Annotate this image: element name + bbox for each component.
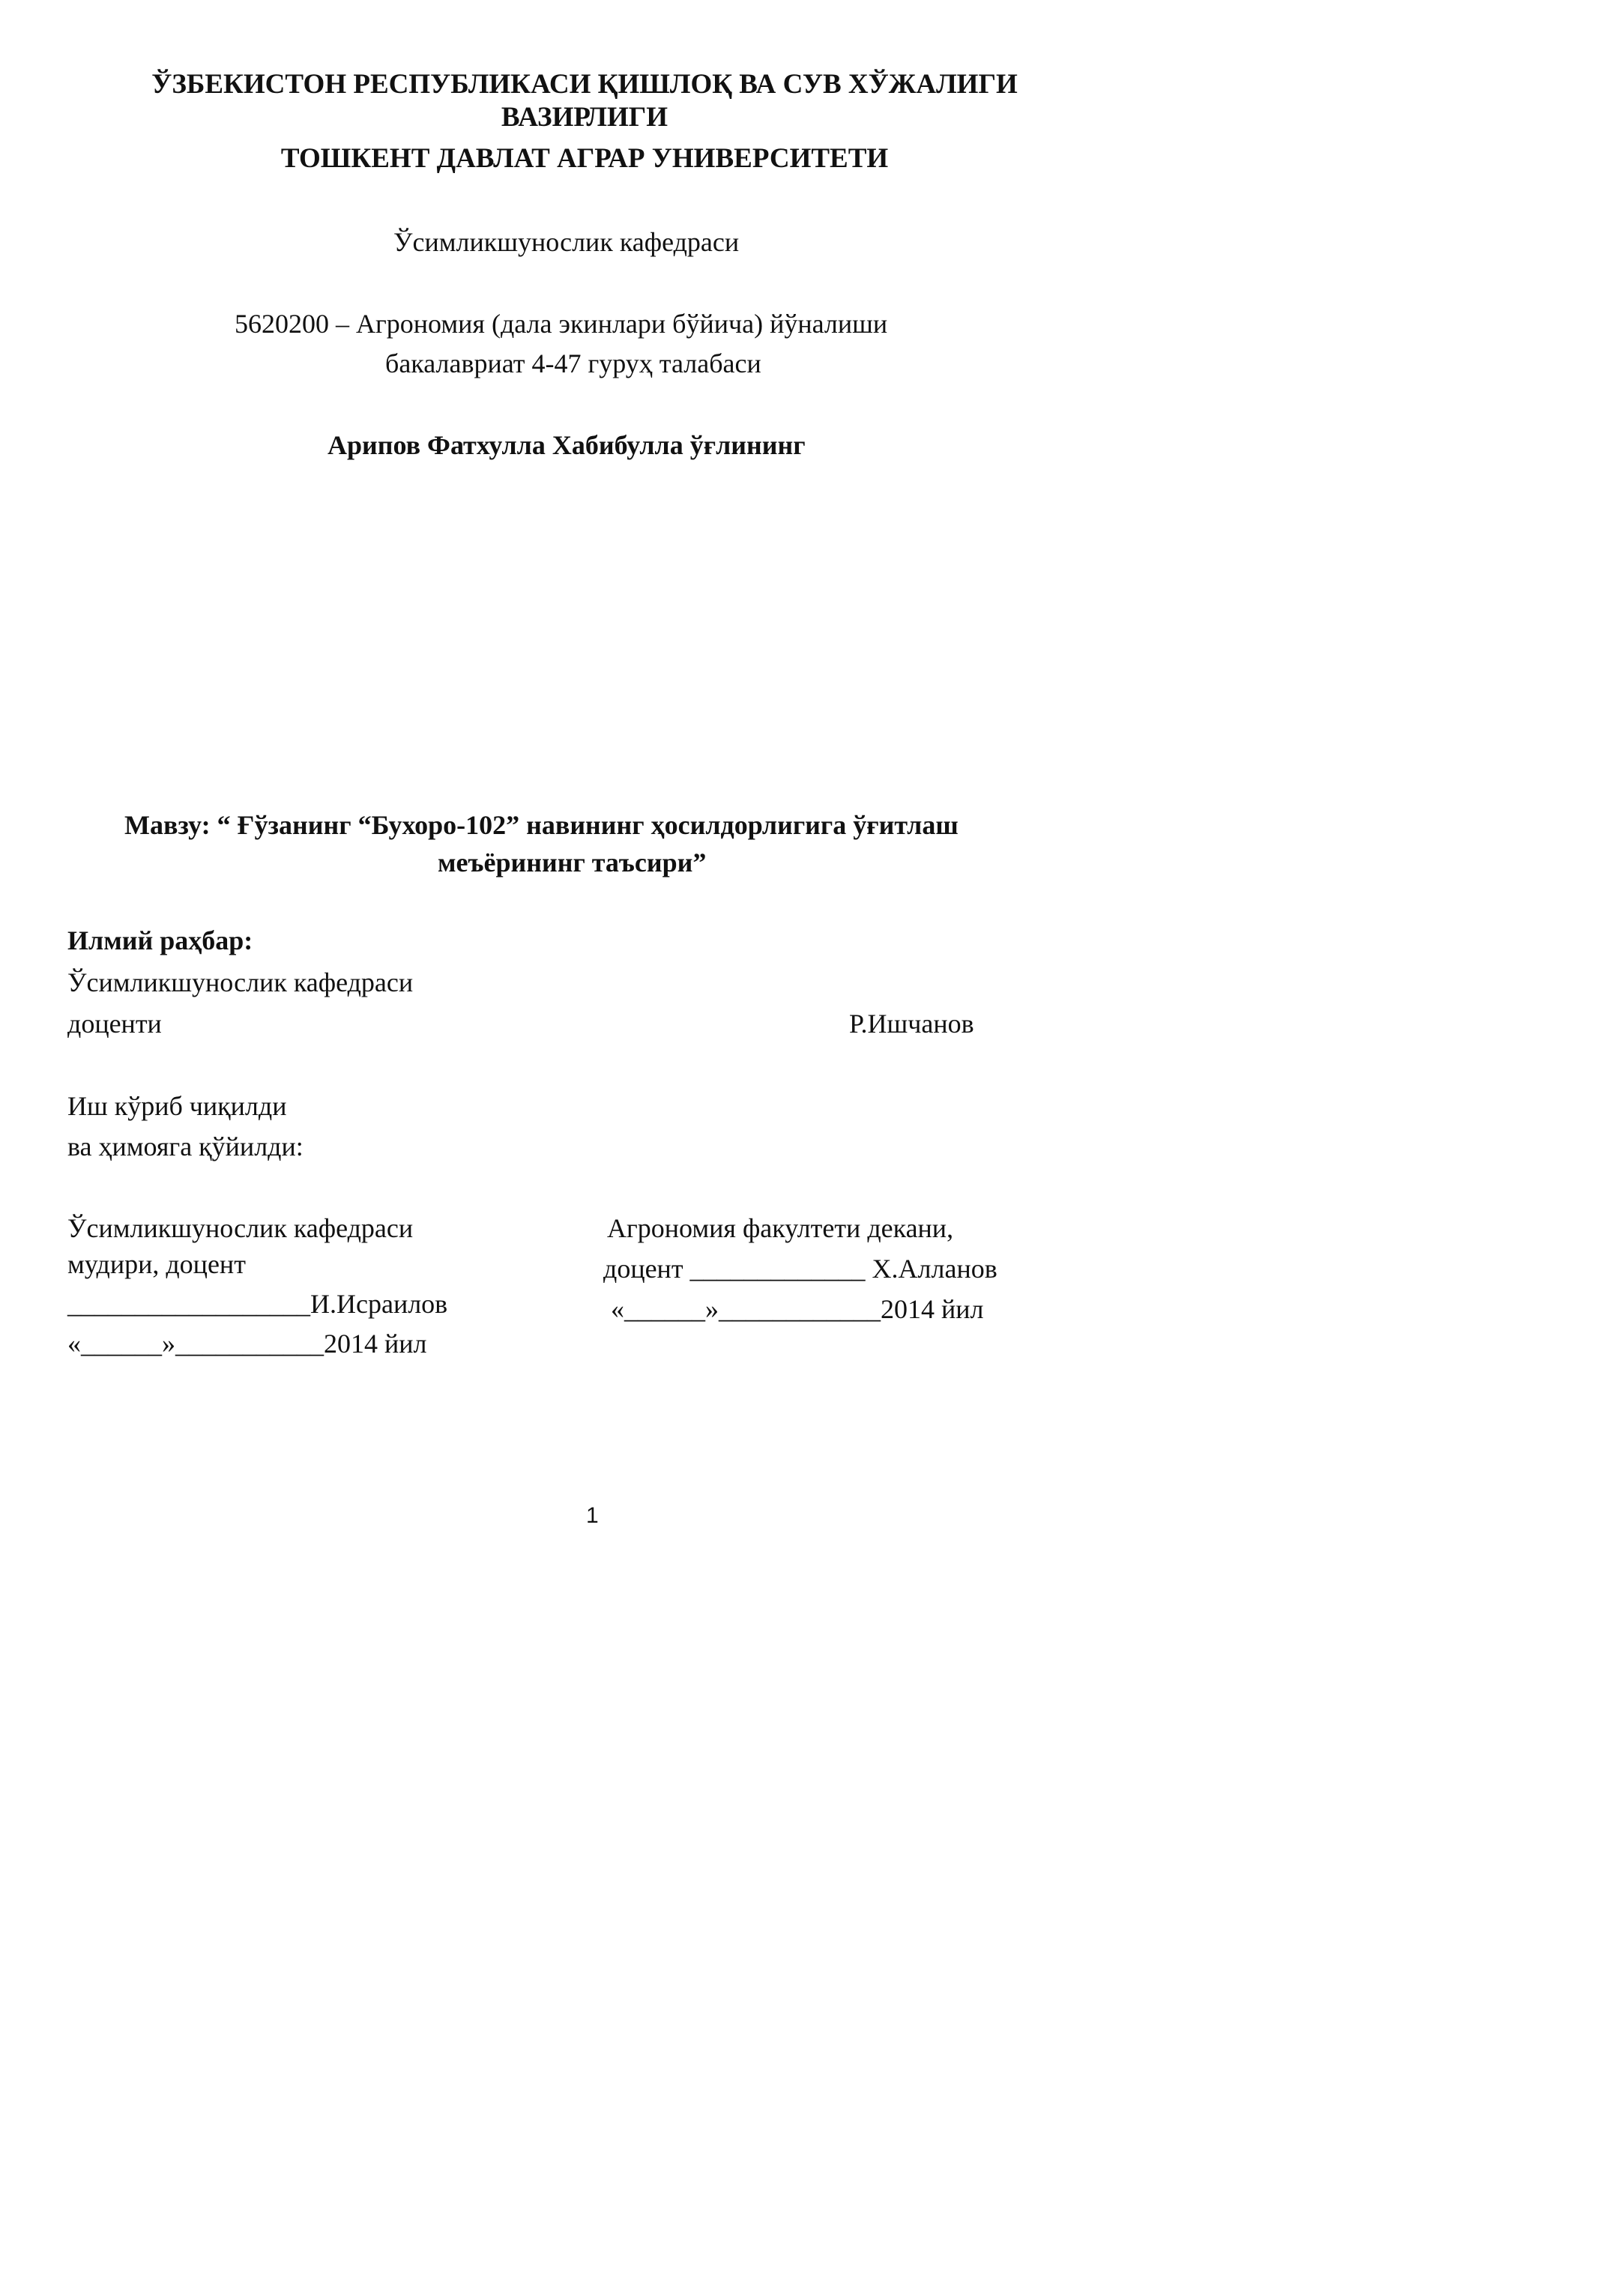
supervisor-position: доценти xyxy=(67,1009,162,1039)
head-of-department-line2: мудири, доцент xyxy=(67,1249,246,1279)
supervisor-name: Р.Ишчанов xyxy=(849,1009,974,1039)
dean-signature: доцент _____________ Х.Алланов xyxy=(603,1254,997,1284)
student-name: Арипов Фатхулла Хабибулла ўғлининг xyxy=(327,430,806,460)
group-line: бакалавриат 4-47 гуруҳ талабаси xyxy=(385,348,761,378)
head-of-department-line1: Ўсимликшунослик кафедраси xyxy=(67,1213,414,1243)
program-line: 5620200 – Агрономия (дала экинлари бўйича) йўналиши xyxy=(235,309,888,339)
department-line: Ўсимликшунослик кафедраси xyxy=(393,227,740,257)
review-line2: ва ҳимояга қўйилди: xyxy=(67,1132,304,1161)
dean-date: «______»____________2014 йил xyxy=(611,1294,984,1324)
supervisor-heading: Илмий раҳбар: xyxy=(67,925,253,955)
head-of-department-date: «______»___________2014 йил xyxy=(67,1329,427,1359)
review-line1: Иш кўриб чиқилди xyxy=(67,1091,287,1121)
dean-line1: Агрономия факултети декани, xyxy=(607,1213,954,1243)
ministry-title-line2: ВАЗИРЛИГИ xyxy=(501,102,668,133)
page-number: 1 xyxy=(586,1503,599,1528)
topic-line1: Мавзу: “ Ғўзанинг “Бухоро-102” навининг ҳосилдорлигига ўғитлаш xyxy=(124,810,959,840)
head-of-department-signature: __________________И.Исраилов xyxy=(67,1289,448,1319)
topic-line2: меъёрининг таъсири” xyxy=(438,848,707,877)
supervisor-department: Ўсимликшунослик кафедраси xyxy=(67,967,414,997)
ministry-title-line1: ЎЗБЕКИСТОН РЕСПУБЛИКАСИ ҚИШЛОҚ ВА СУВ ХЎЖАЛИГИ xyxy=(151,69,1018,100)
university-title: ТОШКЕНТ ДАВЛАТ АГРАР УНИВЕРСИТЕТИ xyxy=(280,143,889,174)
